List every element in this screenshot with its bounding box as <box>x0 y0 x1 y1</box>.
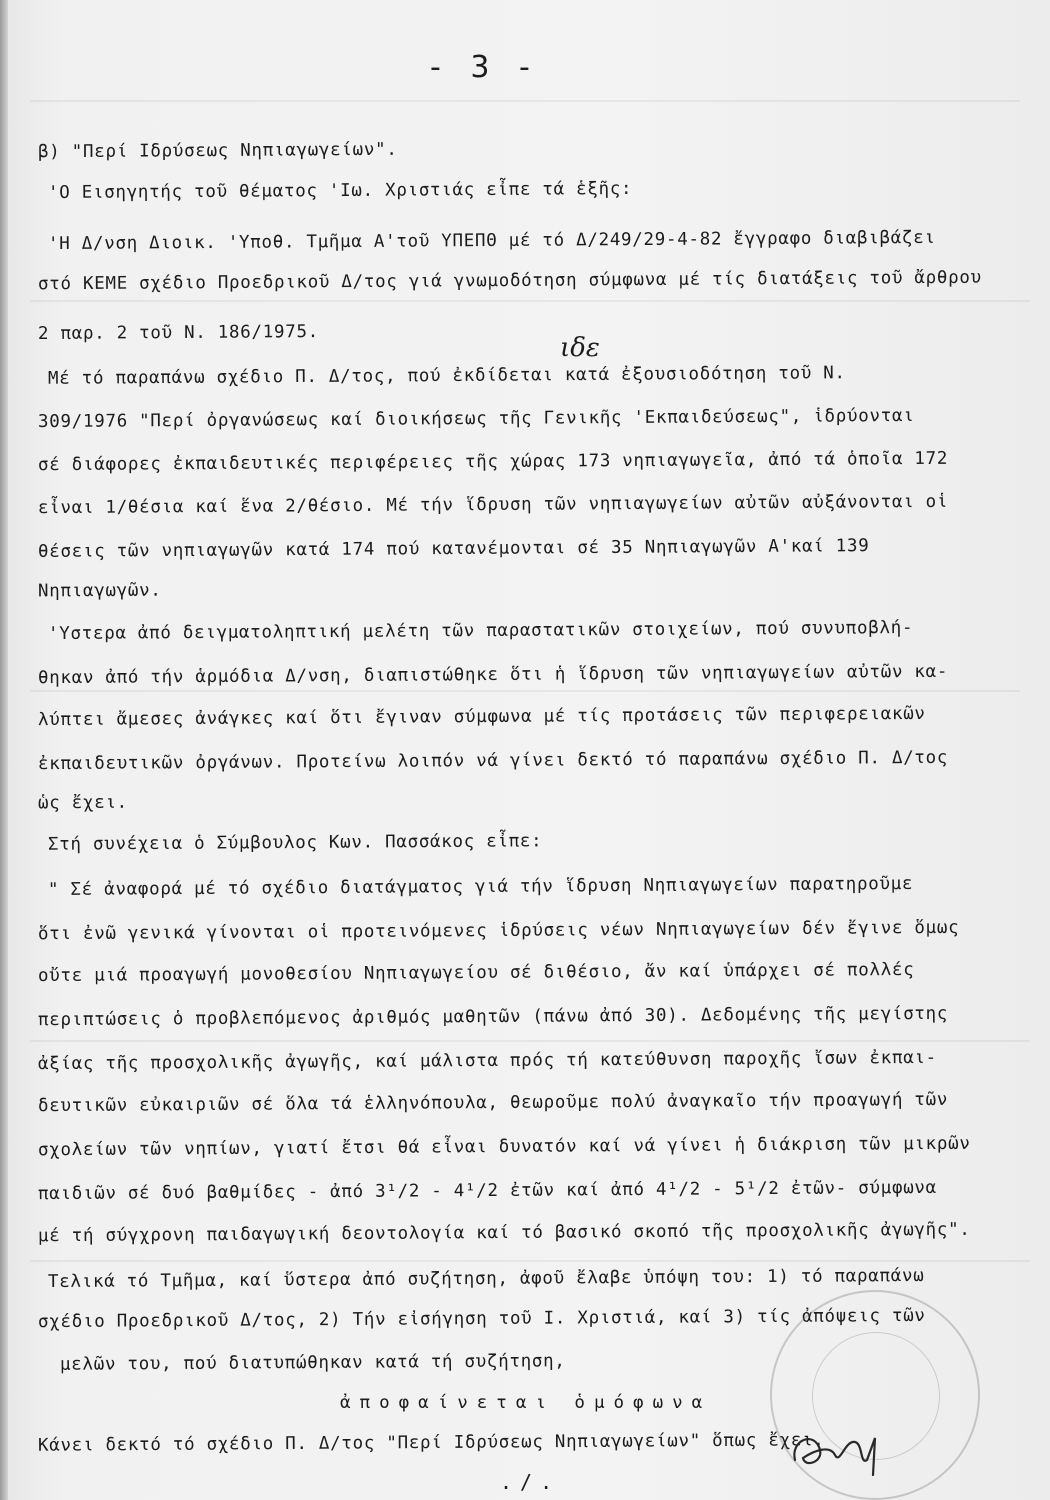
text-line: μελῶν του, πού διατυπώθηκαν κατά τή συζήτηση, <box>59 1351 566 1375</box>
text-line: Μέ τό παραπάνω σχέδιο Π. Δ/τος, πού ἐκδίδεται κατά ἐξουσιοδότηση τοῦ Ν. <box>47 363 846 389</box>
decision-heading: ἀποφαίνεται ὁμόφωνα <box>340 1393 712 1413</box>
text-line: " Σέ ἀναφορά μέ τό σχέδιο διατάγματος γιά τήν ἵδρυση Νηπιαγωγείων παρατηροῦμε <box>47 873 914 901</box>
text-line: μέ τή σύγχρονη παιδαγωγική δεοντολογία καί τό βασικό σκοπό τῆς προσχολικῆς ἀγωγῆς". <box>37 1219 971 1247</box>
text-line: λύπτει ἄμεσες ἀνάγκες καί ὅτι ἔγιναν σύμφωνα μέ τίς προτάσεις τῶν περιφερειακῶν <box>37 703 926 731</box>
text-line: θέσεις τῶν νηπιαγωγῶν κατά 174 πού κατανέμονται σέ 35 Νηπιαγωγῶν Α'καί 139 <box>37 536 870 562</box>
text-line: σχέδιο Προεδρικοῦ Δ/τος, 2) Τήν εἰσήγηση τοῦ Ι. Χριστιά, καί 3) τίς ἀπόψεις τῶν <box>37 1305 926 1333</box>
text-line: 'Υστερα ἀπό δειγματοληπτική μελέτη τῶν παραστατικῶν στοιχείων, πού συνυποβλή- <box>47 617 914 645</box>
text-line: Τελικά τό Τμῆμα, καί ὕστερα ἀπό συζήτηση, ἀφοῦ ἔλαβε ὑπόψη του: 1) τό παραπάνω <box>47 1265 925 1293</box>
text-line: περιπτώσεις ὁ προβλεπόμενος ἀριθμός μαθητῶν (πάνω ἀπό 30). Δεδομένης τῆς μεγίστης <box>37 1003 949 1031</box>
text-line: δευτικῶν εὐκαιριῶν σέ ὅλα τά ἑλληνόπουλα, θεωροῦμε πολύ ἀναγκαῖο τήν προαγωγή τῶν <box>37 1089 949 1117</box>
text-line: 309/1976 "Περί ὀργανώσεως καί διοικήσεως τῆς Γενικῆς 'Εκπαιδεύσεως", ἱδρύονται <box>37 405 915 433</box>
page-number-header: - 3 - <box>430 50 540 85</box>
text-line: 'Ο Εισηγητής τοῦ θέματος 'Ιω. Χριστιάς εἶπε τά ἑξῆς: <box>47 178 633 204</box>
text-line: σέ διάφορες ἐκπαιδευτικές περιφέρειες τῆς χώρας 173 νηπιαγωγεῖα, ἀπό τά ὁποῖα 172 <box>37 448 949 476</box>
bleed-through-line <box>30 300 1030 302</box>
text-line: ὡς ἔχει. <box>37 792 128 814</box>
handwritten-insert: ιδε <box>560 333 600 363</box>
text-line: Στή συνέχεια ὁ Σύμβουλος Κων. Πασσάκος εἶπε: <box>47 831 543 855</box>
text-line: ὅτι ἐνῶ γενικά γίνονται οἱ προτεινόμενες ἱδρύσεις νέων Νηπιαγωγείων δέν ἔγινε ὅμως <box>37 917 960 945</box>
scan-edge <box>0 0 8 1500</box>
text-line: 'Η Δ/νση Διοικ. 'Υποθ. Τμῆμα Α'τοῦ ΥΠΕΠΘ μέ τό Δ/249/29-4-82 ἔγγραφο διαβιβάζει <box>47 227 936 255</box>
text-line: 2 παρ. 2 τοῦ Ν. 186/1975. <box>37 322 319 344</box>
bleed-through-line <box>30 1040 1030 1042</box>
text-line: Νηπιαγωγῶν. <box>37 580 162 602</box>
text-line: Κάνει δεκτό τό σχέδιο Π. Δ/τος "Περί Ιδρύσεως Νηπιαγωγείων" ὅπως ἔχει. <box>37 1430 825 1456</box>
text-line: ἀξίας τῆς προσχολικῆς ἀγωγῆς, καί μάλιστα πρός τή κατεύθυνση παροχῆς ἴσων ἐκπαι- <box>37 1047 937 1075</box>
bleed-through-line <box>30 690 1020 692</box>
bleed-through-line <box>30 1260 1030 1262</box>
text-line: στό ΚΕΜΕ σχέδιο Προεδρικοῦ Δ/τος γιά γνωμοδότηση σύμφωνα μέ τίς διατάξεις τοῦ ἄρθρου <box>37 267 982 295</box>
text-line: θηκαν ἀπό τήν ἁρμόδια Δ/νση, διαπιστώθηκε ὅτι ἡ ἵδρυση τῶν νηπιαγωγείων αὐτῶν κα- <box>37 661 949 689</box>
bleed-through-line <box>30 100 1020 102</box>
text-line: οὔτε μιά προαγωγή μονοθεσίου Νηπιαγωγείου σέ διθέσιο, ἄν καί ὑπάρχει σέ πολλές <box>37 959 915 987</box>
text-line: σχολείων τῶν νηπίων, γιατί ἔτσι θά εἶναι δυνατόν καί νά γίνει ἡ διάκριση τῶν μικρῶν <box>37 1133 971 1161</box>
text-line: β) "Περί Ιδρύσεως Νηπιαγωγείων". <box>37 139 398 163</box>
continuation-mark: ./. <box>500 1470 561 1494</box>
text-line: ἐκπαιδευτικῶν ὀργάνων. Προτείνω λοιπόν νά γίνει δεκτό τό παραπάνω σχέδιο Π. Δ/τος <box>37 747 949 775</box>
text-line: παιδιῶν σέ δυό βαθμίδες - ἀπό 3¹/2 - 4¹/2 ἐτῶν καί ἀπό 4¹/2 - 5¹/2 ἐτῶν- σύμφωνα <box>37 1177 937 1205</box>
text-line: εἶναι 1/θέσια καί ἕνα 2/θέσιο. Μέ τήν ἵδρυση τῶν νηπιαγωγείων αὐτῶν αὐξάνονται οἱ <box>37 491 949 519</box>
signature-icon <box>785 1420 885 1480</box>
